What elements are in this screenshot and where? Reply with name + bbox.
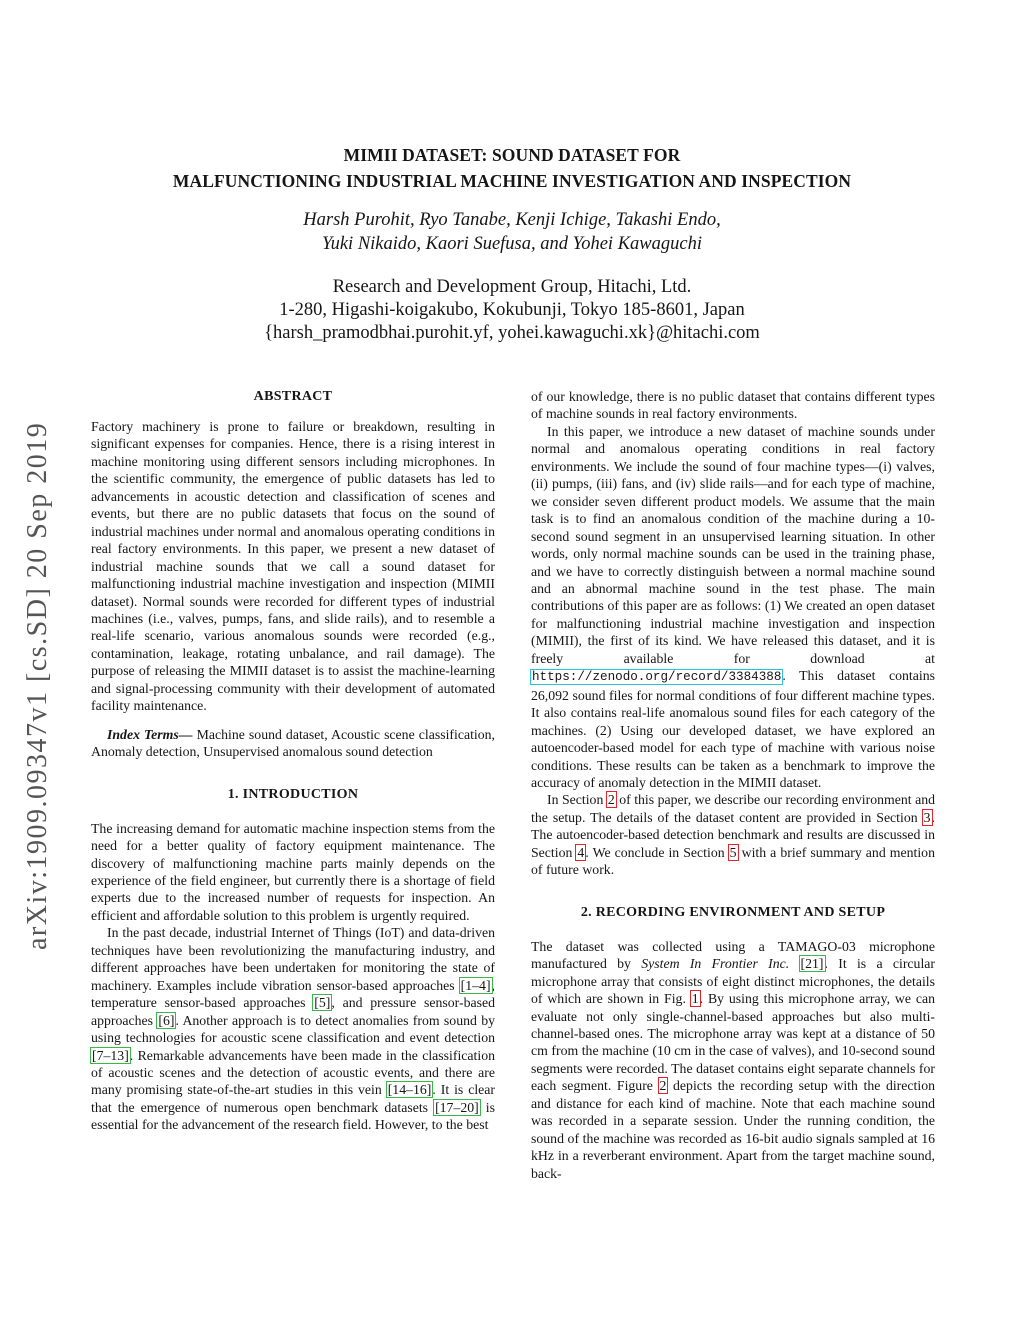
index-terms-text: Machine sound dataset, Acoustic scene classification, Anomaly detection, Unsupervised anomalous sound detection [91,726,495,760]
intro-paragraph-2 [91,924,495,1133]
text-run: with a brief summary and mention of future work. [531,844,935,878]
intro-paragraph-3: of our knowledge, there is no public dataset that contains different types of machine sounds in real factory environments. [531,389,935,422]
text-run: of this paper, we describe our recording environment and the setup. The details of the dataset content are provided in Section [531,792,935,825]
arxiv-identifier: arXiv:1909.09347v1 [cs.SD] 20 Sep 2019 [22,421,53,950]
citation-link[interactable]: [17–20] [435,1099,479,1115]
text-run: . By using this microphone array, we can evaluate not only single-channel-based approaches but also multi-channel-based ones. The microphone array was kept at a distance of 50 cm from the machine (10 cm in the case of valves), and 10-second sound segments were recorded. The dataset contains eight separate channels for each segment. Figure [531,991,935,1094]
text-run: In this paper, we introduce a new dataset of machine sounds under normal and anomalous operating conditions in real factory environments. We include the sound of four machine types—(i) valves, (ii) pumps, (iii) fans, and (iv) slide rails—and for each type of machine, we consider seven different product models. We assume that the main task is to find an anomalous condition of the machine during a 10-second sound segment in an unsupervised learning situation. In other words, only normal machine sounds can be used in the training phase, and we have to correctly distinguish between a normal machine sound and an abnormal machine sound in the test phase. The main contributions of this paper are as follows: (1) We created an open dataset for malfunctioning industrial machine investigation and inspection (MIMII), the first of its kind. We have released this dataset, and it is freely available for download at [531,423,935,666]
intro-paragraph-4 [531,423,935,792]
citation-link[interactable]: [5] [314,995,331,1011]
text-run: is essential for the advancement of the research field. However, to the best [91,1099,495,1133]
section-link-3[interactable]: 3 [923,809,931,825]
title-line-1: MIMII DATASET: SOUND DATASET FOR [343,145,681,165]
author-list [0,208,1024,256]
title-line-2: MALFUNCTIONING INDUSTRIAL MACHINE INVESTIGATION AND INSPECTION [172,171,852,191]
recording-paragraph-1 [531,938,935,1182]
citation-link[interactable]: [6] [158,1012,175,1028]
text-run: , and pressure sensor-based approaches [91,995,495,1028]
figure-link-1[interactable]: 1 [691,991,699,1007]
affiliation [0,276,1024,345]
left-column [91,388,495,1134]
affiliation-line-1: Research and Development Group, Hitachi, Ltd. [332,277,692,297]
text-run: depicts the recording setup with the direction and distance for each kind of machine. Note that each machine sound was recorded in a separate session. Under the running condition, the sound of the machine was recorded as 16-bit audio signals sampled at 16 kHz in a reverberant environment. Apart from the target machine sound, back- [531,1078,935,1181]
citation-link[interactable]: [7–13] [92,1047,129,1063]
affiliation-line-2: 1-280, Higashi-koigakubo, Kokubunji, Tokyo 185-8601, Japan [279,300,745,320]
text-run: . It is a circular microphone array that consists of eight distinct microphones, the details of which are shown in Fig. [531,956,936,1007]
text-run [789,956,799,971]
text-run: The dataset was collected using a TAMAGO-03 microphone manufactured by [531,938,935,972]
abstract-heading: ABSTRACT [253,389,333,404]
text-run: . It is clear that the emergence of numerous open benchmark datasets [91,1082,495,1115]
text-run: . We conclude in Section [585,844,729,860]
figure-link-2[interactable]: 2 [659,1078,667,1094]
introduction-heading: 1. INTRODUCTION [227,786,359,802]
citation-link[interactable]: [21] [800,956,824,972]
recording-heading: 2. RECORDING ENVIRONMENT AND SETUP [580,904,886,920]
index-terms-label: Index Terms— [107,726,193,742]
text-run: . The autoencoder-based detection benchmark and results are discussed in Section [531,809,935,860]
affiliation-email: {harsh_pramodbhai.purohit.yf, yohei.kawaguchi.xk}@hitachi.com [264,323,760,343]
index-terms [91,726,495,761]
text-run: In Section [547,792,607,808]
text-run: , temperature sensor-based approaches [91,977,495,1011]
authors-line-2: Yuki Nikaido, Kaori Suefusa, and Yohei Kawaguchi [322,234,702,254]
citation-link[interactable]: [14–16] [387,1082,432,1098]
dataset-url-link[interactable]: https://zenodo.org/record/3384388 [532,670,782,685]
section-link-4[interactable]: 4 [577,844,585,860]
intro-paragraph-1: The increasing demand for automatic machine inspection stems from the need for a better quality of factory equipment maintenance. The discovery of malfunctioning machine parts mainly depends on the experience of the field engineer, but currently there is a shortage of field experts due to the increased number of requests for inspection. An efficient and affordable solution to this problem is urgently required. [91,820,495,923]
section-link-5[interactable]: 5 [729,844,737,860]
right-column [531,388,935,1182]
text-run: In the past decade, industrial Internet of Things (IoT) and data-driven techniques have been revolutionizing the manufacturing industry, and different approaches have been undertaken for monitoring the state of machinery. Examples include vibration sensor-based approaches [91,925,495,993]
paper-title [0,142,1024,194]
company-name: System In Frontier Inc. [641,956,790,972]
authors-line-1: Harsh Purohit, Ryo Tanabe, Kenji Ichige, Takashi Endo, [303,210,721,230]
abstract-text: Factory machinery is prone to failure or breakdown, resulting in significant expenses for companies. Hence, there is a rising interest in machine monitoring using different sensors including microphones. In the scientific community, the emergence of public datasets has led to advancements in acoustic detection and classification of scenes and events, but there are no public datasets that focus on the sound of industrial machines under normal and anomalous operating conditions in real factory environments. In this paper, we present a new dataset of industrial machine sounds that we call a sound dataset for malfunctioning industrial machine investigation and inspection (MIMII dataset). Normal sounds were recorded for different types of industrial machines (i.e., valves, pumps, fans, and slide rails), and to resemble a real-life scenario, various anomalous sounds were recorded (e.g., contamination, leakage, rotating unbalance, and rail damage). The purpose of releasing the MIMII dataset is to assist the machine-learning and signal-processing community with their development of automated facility maintenance. [91,419,495,714]
text-run: . This dataset contains 26,092 sound files for normal conditions of four different machine types. It also contains real-life anomalous sound files for each category of the machines. (2) Using our developed dataset, we have explored an autoencoder-based model for each type of machine with various noise conditions. These results can be taken as a benchmark to improve the accuracy of anomaly detection in the MIMII dataset. [531,668,935,790]
intro-paragraph-5 [531,791,935,878]
text-run: . Remarkable advancements have been made in the classification of acoustic scenes and the detection of acoustic events, and there are many promising state-of-the-art studies in this vein [91,1047,495,1098]
text-run: . Another approach is to detect anomalies from sound by using technologies for acoustic scene classification and event detection [91,1012,495,1046]
citation-link[interactable]: [1–4] [460,977,491,993]
section-link-2[interactable]: 2 [607,792,615,808]
